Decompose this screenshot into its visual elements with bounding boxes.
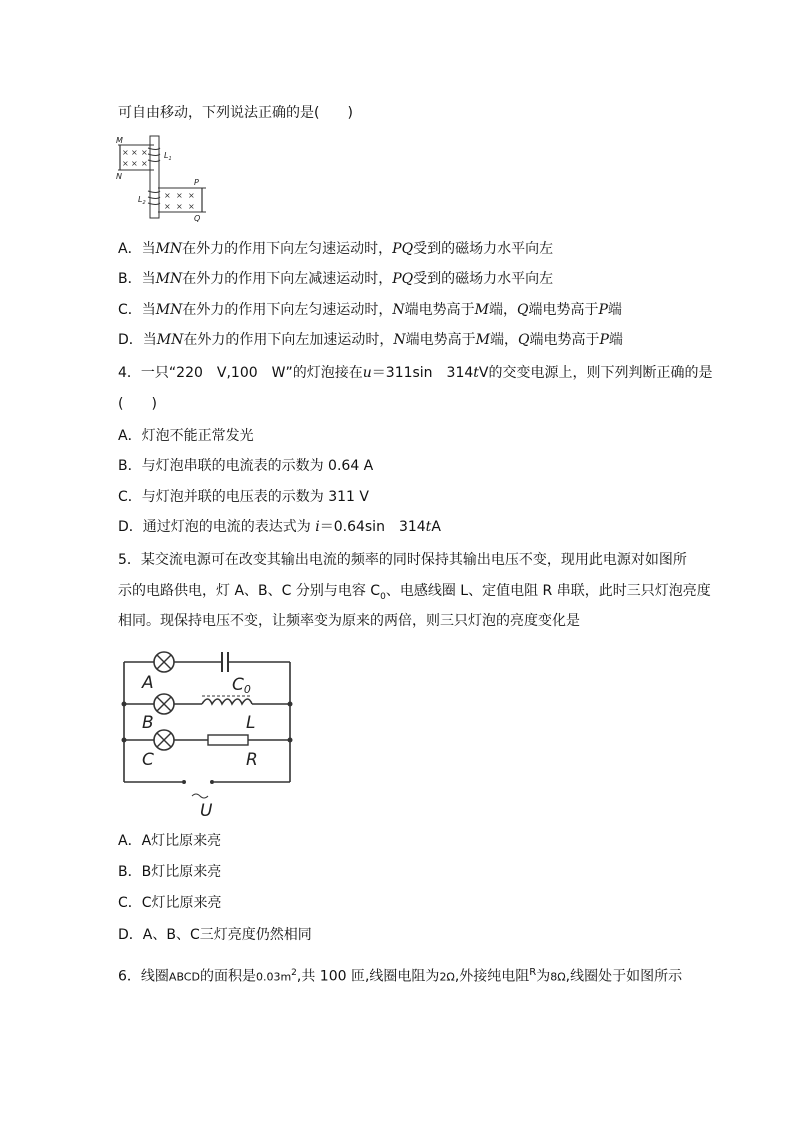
q5-option-a: A．A灯比原来亮 [118, 833, 222, 849]
q5-circuit-figure [116, 650, 296, 822]
svg-text:×: × [131, 148, 138, 157]
label-n: N [116, 172, 122, 181]
svg-text:×: × [188, 191, 195, 200]
q4-option-b: B．与灯泡串联的电流表的示数为 0.64 A [118, 458, 374, 474]
q3-stem-tail: 可自由移动，下列说法正确的是( ) [118, 105, 353, 121]
q5-stem-line2: 示的电路供电，灯 A、B、C 分别与电容 $C_0$、电感线圈 L、定值电阻 R 串联，此时三只灯泡亮度 [118, 583, 711, 602]
svg-text:×: × [122, 148, 129, 157]
label-l1: $L_1$ [164, 151, 172, 162]
label-l: L [246, 713, 256, 733]
q3-coil-figure [114, 134, 214, 224]
q4-option-d: D．通过灯泡的电流的表达式为 i＝0.64sin 314tA [118, 519, 441, 535]
label-c: C [142, 750, 154, 770]
q4-stem: 4．一只“220 V,100 W”的灯泡接在u＝311sin 314tV的交变电源上，则下列判断正确的是 [118, 365, 713, 381]
q4-option-a: A．灯泡不能正常发光 [118, 428, 254, 444]
label-u: U [200, 801, 213, 821]
q5-option-d: D．A、B、C三灯亮度仍然相同 [118, 927, 312, 943]
q5-option-c: C．C灯比原来亮 [118, 895, 222, 911]
q6-stem: 6．线圈ABCD的面积是$0.03m^2$,共 100 匝,线圈电阻为2Ω,外接纯电阻$^R$为8Ω,线圈处于如图所示 [118, 967, 683, 985]
label-r: R [246, 750, 258, 770]
q3-option-d: D．当MN在外力的作用下向左加速运动时，N端电势高于M端，Q端电势高于P端 [118, 332, 623, 348]
iron-core [150, 136, 159, 218]
svg-text:×: × [164, 202, 171, 211]
q3-option-b: B．当MN在外力的作用下向左减速运动时，PQ受到的磁场力水平向左 [118, 271, 554, 287]
svg-text:×: × [176, 191, 183, 200]
svg-text:×: × [176, 202, 183, 211]
svg-text:×: × [141, 159, 148, 168]
label-c0: C0 [232, 675, 251, 696]
svg-text:×: × [131, 159, 138, 168]
label-a: A [142, 673, 154, 693]
svg-text:×: × [141, 148, 148, 157]
q5-option-b: B．B灯比原来亮 [118, 864, 222, 880]
q3-option-c: C．当MN在外力的作用下向左匀速运动时，N端电势高于M端，Q端电势高于P端 [118, 302, 622, 318]
q4-paren: ( ) [118, 396, 157, 412]
label-q: Q [194, 214, 201, 223]
label-b: B [142, 713, 154, 733]
q4-option-c: C．与灯泡并联的电压表的示数为 311 V [118, 489, 369, 505]
q3-option-a: A．当MN在外力的作用下向左匀速运动时，PQ受到的磁场力水平向左 [118, 241, 554, 257]
svg-text:×: × [122, 159, 129, 168]
svg-text:×: × [164, 191, 171, 200]
q5-stem-line1: 5．某交流电源可在改变其输出电流的频率的同时保持其输出电压不变，现用此电源对如图所 [118, 552, 687, 568]
label-p: P [194, 178, 199, 187]
svg-text:×: × [188, 202, 195, 211]
label-m: M [116, 136, 123, 145]
label-l2: $L_2$ [138, 195, 146, 206]
q5-stem-line3: 相同。现保持电压不变，让频率变为原来的两倍，则三只灯泡的亮度变化是 [118, 613, 580, 629]
